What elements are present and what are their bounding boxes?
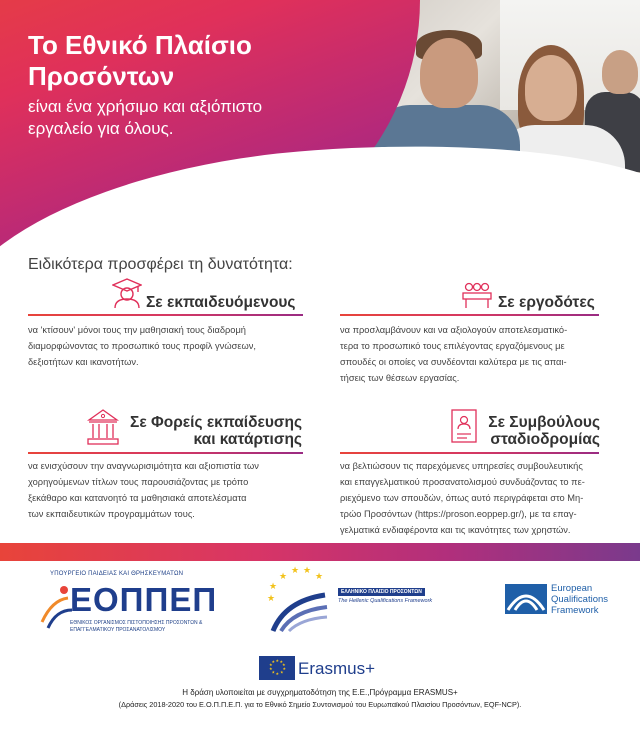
svg-text:★: ★ bbox=[269, 582, 278, 592]
section-heading-institutions: Σε Φορείς εκπαίδευσης και κατάρτισης bbox=[130, 414, 302, 448]
section-heading-counselors: Σε Συμβούλους σταδιοδρομίας bbox=[488, 414, 600, 448]
intro-text: Ειδικότερα προσφέρει τη δυνατότητα: bbox=[28, 256, 293, 273]
graduate-icon bbox=[112, 277, 142, 309]
svg-text:★: ★ bbox=[282, 662, 286, 667]
svg-text:★: ★ bbox=[267, 594, 276, 604]
photo-person bbox=[602, 50, 638, 94]
svg-text:★: ★ bbox=[279, 572, 288, 582]
svg-text:★: ★ bbox=[279, 659, 284, 664]
nqf-stars-icon bbox=[265, 565, 337, 635]
section-heading-employers: Σε εργοδότες bbox=[498, 294, 595, 311]
svg-text:★: ★ bbox=[275, 671, 280, 676]
eoppep-subtitle: ΕΘΝΙΚΟΣ ΟΡΓΑΝΙΣΜΟΣ ΠΙΣΤΟΠΟΙΗΣΗΣ ΠΡΟΣΟΝΤΩΝ & ΕΠΑΓΓΕΛΜΑΤΙΚΟΥ ΠΡΟΣΑΝΑΤΟΛΙΣΜΟΥ bbox=[70, 620, 203, 633]
photo-person bbox=[420, 38, 478, 108]
section-divider bbox=[340, 452, 599, 454]
eqf-logo-mark bbox=[505, 584, 547, 614]
eqf-logo-text: European Qualifications Framework bbox=[551, 583, 609, 616]
section-text-learners: να 'κτίσουν' μόνοι τους την μαθησιακή τους διαδρομή διαμορφώνοντας το προσωπικό τους προφίλ γνώσεων, δεξιοτήτων και ικανοτήτων. bbox=[28, 325, 256, 367]
ministry-label: ΥΠΟΥΡΓΕΙΟ ΠΑΙΔΕΙΑΣ ΚΑΙ ΘΡΗΣΚΕΥΜΑΤΩΝ bbox=[50, 571, 184, 577]
building-icon bbox=[86, 408, 120, 446]
erasmus-logo: Erasmus+ bbox=[298, 659, 375, 678]
section-text-institutions: να ενισχύσουν την αναγνωρισιμότητα και αξιοπιστία των χορηγούμενων τίτλων τους παρουσιάζοντας με τρόπο ξεκάθαρο και κατανοητό τα μαθησιακά αποτελέσματα των εκπαιδευτικών προγραμμάτων τους. bbox=[28, 461, 259, 519]
svg-text:★: ★ bbox=[275, 658, 280, 663]
funding-details: (Δράσεις 2018-2020 του Ε.Ο.Π.Π.Ε.Π. για το Εθνικό Σημείο Συντονισμού του Ευρωπαϊκού Πλαισίου Προσόντων, EQF-NCP). bbox=[118, 700, 522, 709]
svg-text:★: ★ bbox=[315, 572, 324, 582]
photo-person bbox=[525, 55, 577, 121]
gradient-band bbox=[0, 543, 640, 561]
nqf-title: ΕΛΛΗΝΙΚΟ ΠΛΑΙΣΙΟ ΠΡΟΣΟΝΤΩΝ bbox=[338, 588, 425, 596]
page-title: Το Εθνικό Πλαίσιο Προσόντων bbox=[28, 30, 252, 91]
meeting-icon bbox=[460, 281, 494, 309]
svg-text:★: ★ bbox=[291, 566, 300, 576]
section-divider bbox=[340, 314, 599, 316]
svg-text:★: ★ bbox=[269, 662, 273, 667]
eoppep-logo: ΕΟΠΠΕΠ bbox=[70, 581, 218, 618]
svg-text:★: ★ bbox=[282, 666, 287, 671]
section-heading-learners: Σε εκπαιδευόμενους bbox=[146, 294, 296, 311]
hero-banner bbox=[0, 0, 640, 268]
svg-text:★: ★ bbox=[269, 666, 273, 671]
svg-text:★: ★ bbox=[271, 659, 276, 664]
svg-text:★: ★ bbox=[303, 566, 312, 576]
section-text-employers: να προσλαμβάνουν και να αξιολογούν αποτελεσματικό- τερα το προσωπικό τους επιλέγοντας εργαζόμενους με σπουδές οι οποίες να συνδέονται καλύτερα με τις απαι- τήσεις των θέσεων εργασίας. bbox=[340, 325, 568, 383]
nqf-subtitle: The Hellenic Qualifications Framework bbox=[338, 598, 433, 604]
certificate-icon bbox=[450, 408, 478, 446]
section-text-counselors: να βελτιώσουν τις παρεχόμενες υπηρεσίες συμβουλευτικής και επαγγελματικού προσανατολισμού συνδυάζοντας το πε- ριεχόμενο των σπουδών, όπως αυτό περιγράφεται στο Μη- τρώο Προσόντων (https://proson.eoppep.gr/), με τα επαγ- γελματικά ενδιαφέροντα και τις ικανότητες των χρηστών. bbox=[340, 461, 585, 535]
svg-text:★: ★ bbox=[271, 669, 276, 675]
eu-flag-icon bbox=[259, 656, 295, 680]
page-subtitle: είναι ένα χρήσιμο και αξιόπιστο εργαλείο για όλους. bbox=[28, 97, 263, 138]
section-divider bbox=[28, 452, 303, 454]
section-divider bbox=[28, 314, 303, 316]
svg-text:★: ★ bbox=[280, 669, 284, 675]
funding-note: Η δράση υλοποιείται με συγχρηματοδότηση της Ε.Ε.,Πρόγραμμα ERASMUS+ bbox=[182, 688, 458, 697]
